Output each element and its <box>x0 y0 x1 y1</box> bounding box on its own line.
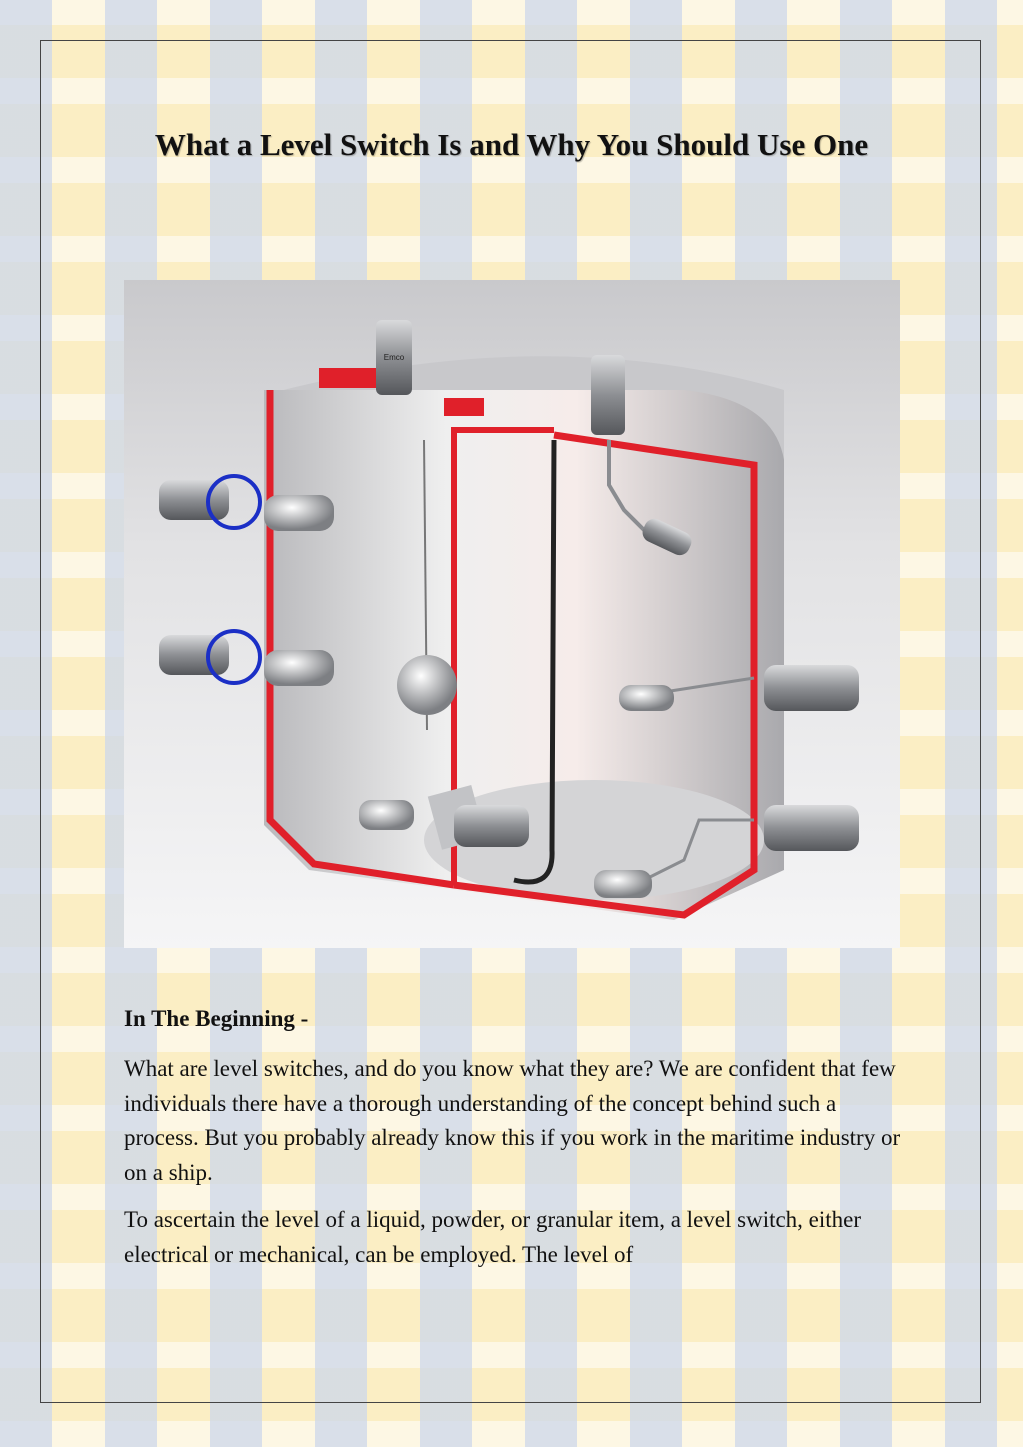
paragraph-2: To ascertain the level of a liquid, powder, or granular item, a level switch, either electrical or mechanical, can be employed. The level of <box>124 1207 862 1267</box>
level-switch-tank-illustration <box>124 280 900 948</box>
switch-label: Emco <box>383 353 405 362</box>
tank-cutaway-drawing <box>124 280 900 948</box>
section-heading: In The Beginning - <box>124 1006 309 1031</box>
float-ball <box>397 655 457 715</box>
top-flange-cut-2 <box>444 398 484 416</box>
page-title: What a Level Switch Is and Why You Should Use One <box>154 127 869 162</box>
top-right-switch-housing <box>591 355 625 435</box>
paragraph-1: What are level switches, and do you know what they are? We are confident that few individuals there have a thorough understanding of the concept behind such a process. But you probably already know this if you work in the maritime industry or on a ship. <box>124 1056 901 1185</box>
